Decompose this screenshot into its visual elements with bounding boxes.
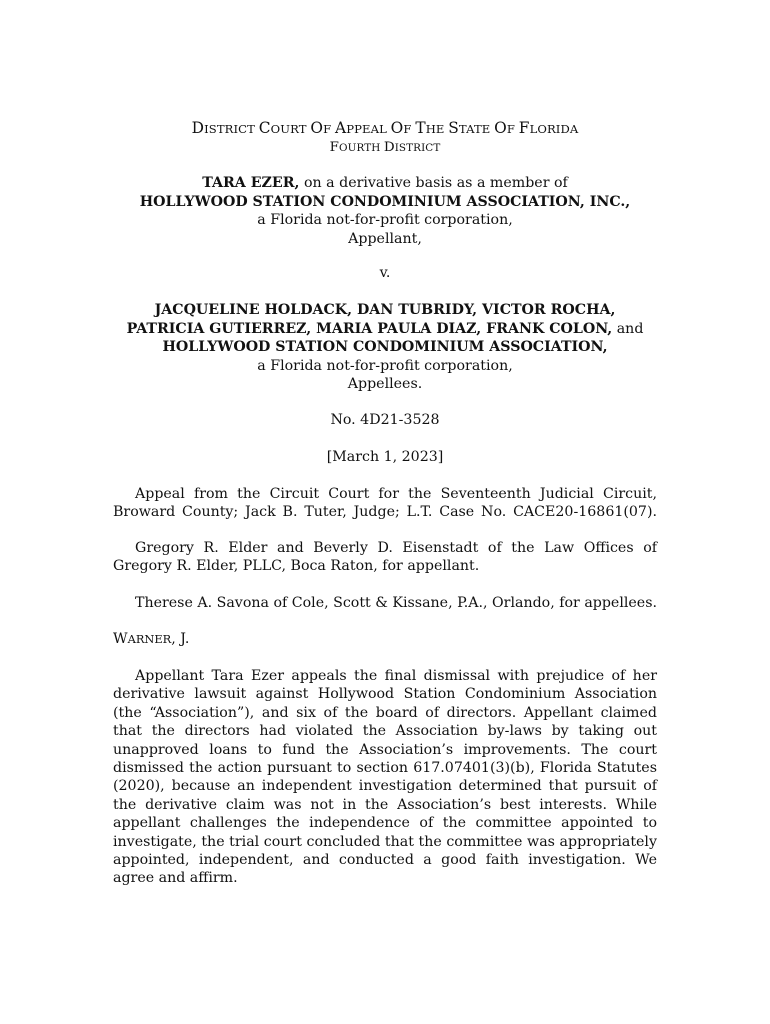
appellant-line-1: TARA EZER, on a derivative basis as a member of bbox=[202, 175, 568, 191]
appeal-from-line-2: Broward County; Jack B. Tuter, Judge; L.T. Case No. CACE20-16861(07). bbox=[113, 504, 657, 521]
court-district: FOURTH DISTRICT bbox=[329, 139, 441, 155]
opinion-line: (2020), because an independent investigation determined that pursuit of bbox=[113, 778, 657, 795]
counsel-appellant-paragraph bbox=[113, 539, 657, 576]
opinion-line: that the directors had violated the Association by-laws by taking out bbox=[113, 723, 657, 740]
opinion-line: the derivative claim was not in the Association’s best interests. While bbox=[113, 796, 657, 813]
opinion-line: agree and affirm. bbox=[113, 870, 238, 887]
opinion-line: appellant challenges the independence of the committee appointed to bbox=[113, 815, 657, 832]
appellant-line-3: a Florida not-for-profit corporation, bbox=[257, 212, 513, 228]
counsel-appellant-line-2: Gregory R. Elder, PLLC, Boca Raton, for appellant. bbox=[113, 558, 480, 575]
counsel-appellees-paragraph bbox=[113, 594, 657, 612]
opinion-line: investigate, the trial court concluded that the committee was appropriately bbox=[113, 833, 657, 850]
appellant-name: TARA EZER, bbox=[202, 175, 300, 191]
opinion-line: dismissed the action pursuant to section 617.07401(3)(b), Florida Statutes bbox=[113, 760, 657, 777]
judge-suffix: , J. bbox=[171, 631, 190, 647]
court-heading bbox=[113, 119, 657, 156]
appellees-line-3: HOLLYWOOD STATION CONDOMINIUM ASSOCIATION, bbox=[162, 339, 608, 355]
appellees-role: Appellees. bbox=[347, 376, 423, 392]
judge-name-rest: ARNER bbox=[127, 632, 172, 646]
opinion-line: derivative lawsuit against Hollywood Station Condominium Association bbox=[113, 686, 657, 703]
appeal-from-line-1: Appeal from the Circuit Court for the Seventeenth Judicial Circuit, bbox=[135, 486, 657, 502]
appellees-line-2: PATRICIA GUTIERREZ, MARIA PAULA DIAZ, FRANK COLON, and bbox=[126, 320, 644, 337]
counsel-appellees-line: Therese A. Savona of Cole, Scott & Kissane, P.A., Orlando, for appellees. bbox=[135, 595, 657, 611]
appellees-caption bbox=[100, 301, 670, 394]
decision-date: [March 1, 2023] bbox=[326, 449, 444, 465]
opinion-line: Appellant Tara Ezer appeals the final dismissal with prejudice of her bbox=[135, 668, 657, 684]
versus: v. bbox=[379, 265, 391, 281]
court-name: DISTRICT COURT OF APPEAL OF THE STATE OF FLORIDA bbox=[191, 119, 579, 137]
appellant-line-2: HOLLYWOOD STATION CONDOMINIUM ASSOCIATION, INC., bbox=[139, 193, 631, 210]
appeal-from-paragraph bbox=[113, 485, 657, 522]
opinion-line: (the “Association”), and six of the board of directors. Appellant claimed bbox=[113, 704, 657, 721]
appellant-caption bbox=[113, 174, 657, 248]
appellees-line-4: a Florida not-for-profit corporation, bbox=[257, 357, 513, 374]
opinion-paragraph bbox=[113, 667, 657, 888]
judge-initial: W bbox=[113, 631, 128, 647]
opinion-line: appointed, independent, and conducted a good faith investigation. We bbox=[113, 852, 657, 869]
case-number: No. 4D21-3528 bbox=[330, 412, 440, 428]
opinion-line: unapproved loans to fund the Association’s improvements. The court bbox=[113, 741, 657, 758]
judge-line bbox=[113, 630, 657, 648]
appellant-role: Appellant, bbox=[348, 230, 422, 247]
counsel-appellant-line-1: Gregory R. Elder and Beverly D. Eisenstadt of the Law Offices of bbox=[135, 540, 657, 556]
appellees-line-1: JACQUELINE HOLDACK, DAN TUBRIDY, VICTOR ROCHA, bbox=[154, 302, 616, 318]
